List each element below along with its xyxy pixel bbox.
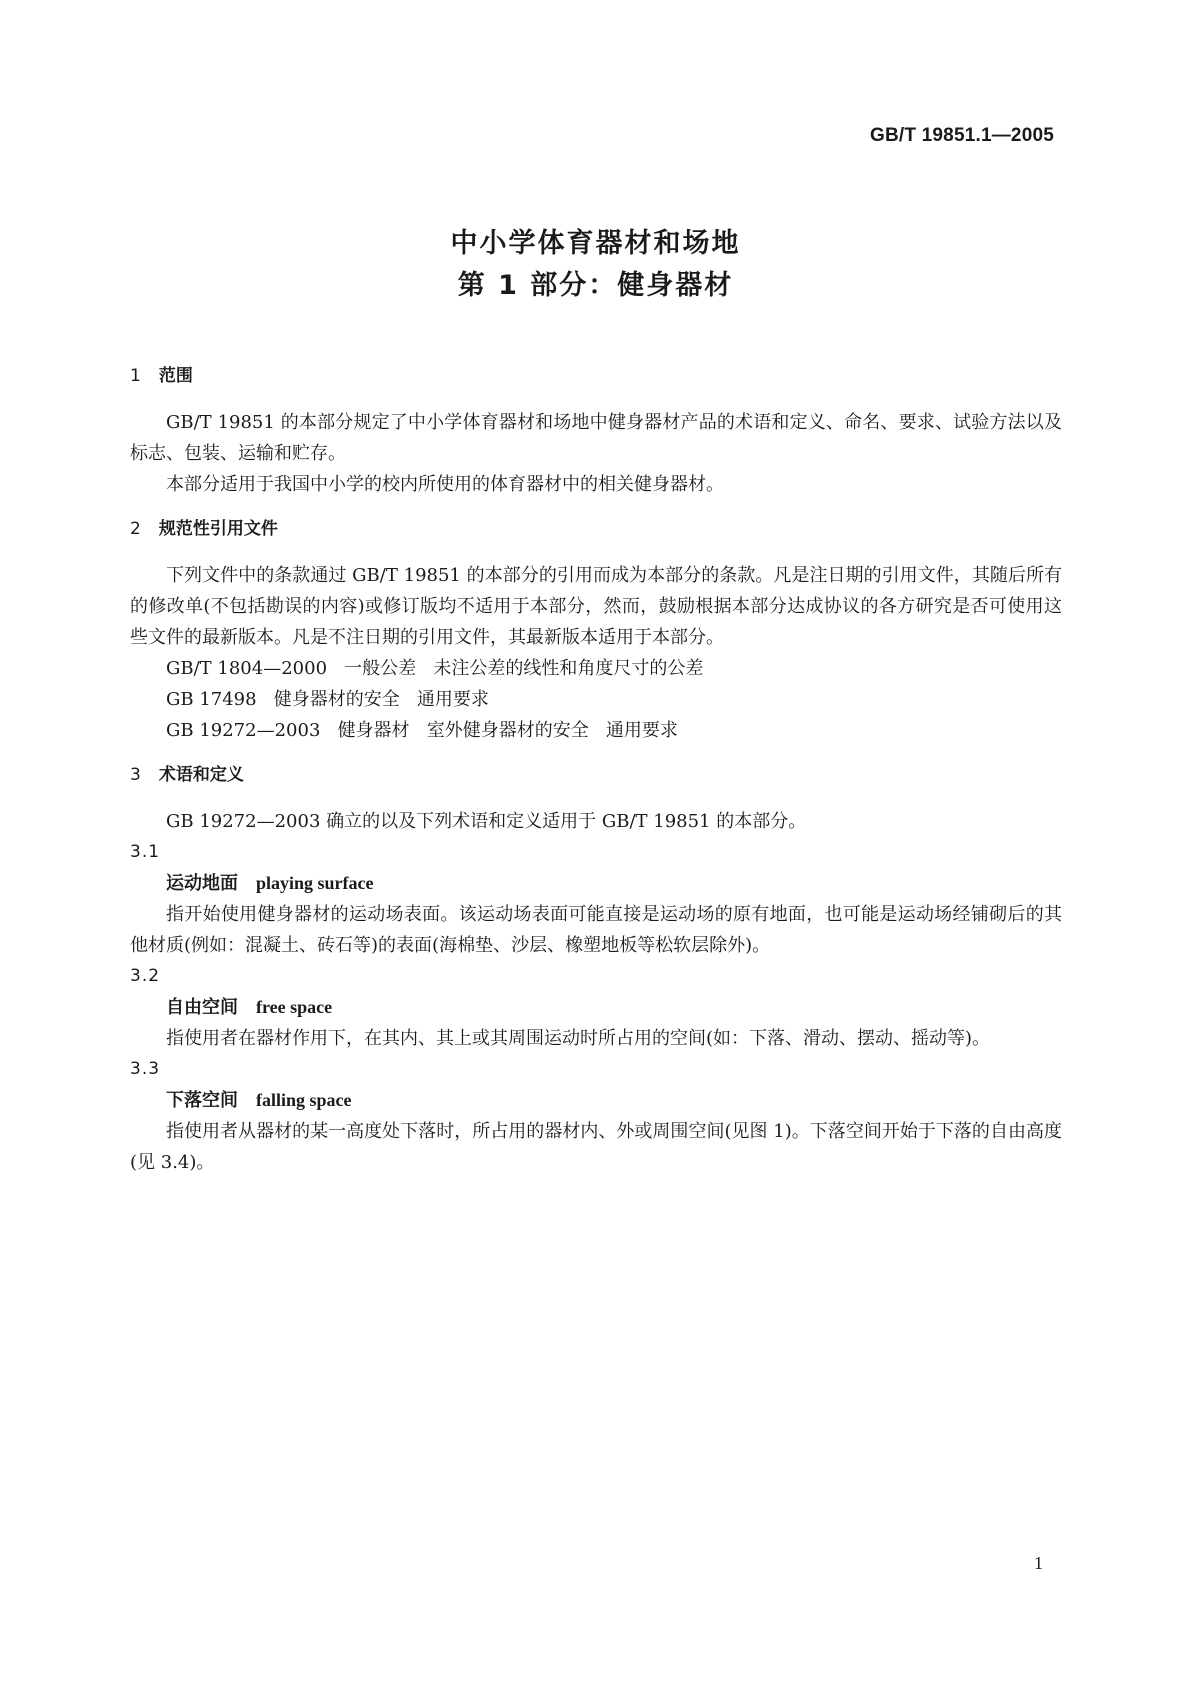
clause-number: 3.2 [130, 966, 161, 986]
clause-number: 3.3 [130, 1059, 161, 1079]
scope-paragraph: 本部分适用于我国中小学的校内所使用的体育器材中的相关健身器材。 [166, 474, 724, 495]
term-definition: 指使用者在器材作用下，在其内、其上或其周围运动时所占用的空间(如：下落、滑动、摆动、摇动等)。 [166, 1028, 991, 1049]
section-number: 3 [130, 765, 141, 785]
term-definition: 指使用者从器材的某一高度处下落时，所占用的器材内、外或周围空间(见图 1)。下落空间开始于下落的自由高度(见 3.4)。 [130, 1121, 1062, 1173]
page-number: 1 [1034, 1553, 1043, 1573]
term-zh: 自由空间 [166, 997, 238, 1018]
section-3-heading [130, 764, 1062, 786]
section-title: 术语和定义 [158, 765, 244, 785]
reference-item: GB 19272—2003 健身器材 室外健身器材的安全 通用要求 [166, 720, 678, 741]
term-title [130, 1085, 1062, 1116]
clause-number: 3.1 [130, 842, 161, 862]
term-en: free space [256, 997, 333, 1017]
term-en: playing surface [256, 873, 374, 893]
term-title [130, 868, 1062, 899]
section-title: 规范性引用文件 [158, 519, 278, 539]
term-definition: 指开始使用健身器材的运动场表面。该运动场表面可能直接是运动场的原有地面，也可能是运动场经铺砌后的其他材质(例如：混凝土、砖石等)的表面(海棉垫、沙层、橡塑地板等松软层除外)。 [130, 904, 1062, 956]
term-zh: 下落空间 [166, 1090, 238, 1111]
standard-number: GB/T 19851.1—2005 [869, 125, 1054, 146]
title-line-2: 第 1 部分：健身器材 [457, 270, 734, 301]
term-zh: 运动地面 [166, 873, 238, 894]
reference-item: GB/T 1804—2000 一般公差 未注公差的线性和角度尺寸的公差 [166, 658, 704, 679]
term-en: falling space [256, 1090, 352, 1110]
document-body [130, 365, 1062, 1178]
title-line-1: 中小学体育器材和场地 [450, 228, 741, 259]
reference-item: GB 17498 健身器材的安全 通用要求 [166, 689, 489, 710]
terms-intro: GB 19272—2003 确立的以及下列术语和定义适用于 GB/T 19851 的本部分。 [166, 811, 807, 832]
section-title: 范围 [158, 366, 193, 386]
scope-paragraph: GB/T 19851 的本部分规定了中小学体育器材和场地中健身器材产品的术语和定义、命名、要求、试验方法以及标志、包装、运输和贮存。 [130, 412, 1062, 464]
term-title [130, 992, 1062, 1023]
references-intro: 下列文件中的条款通过 GB/T 19851 的本部分的引用而成为本部分的条款。凡是注日期的引用文件，其随后所有的修改单(不包括勘误的内容)或修订版均不适用于本部分，然而，鼓励根据本部分达成协议的各方研究是否可使用这些文件的最新版本。凡是不注日期的引用文件，其最新版本适用于本部分。 [130, 565, 1062, 648]
document-title [0, 223, 1191, 307]
section-1-heading [130, 365, 1062, 387]
section-number: 2 [130, 519, 141, 539]
section-number: 1 [130, 366, 141, 386]
section-2-heading [130, 518, 1062, 540]
